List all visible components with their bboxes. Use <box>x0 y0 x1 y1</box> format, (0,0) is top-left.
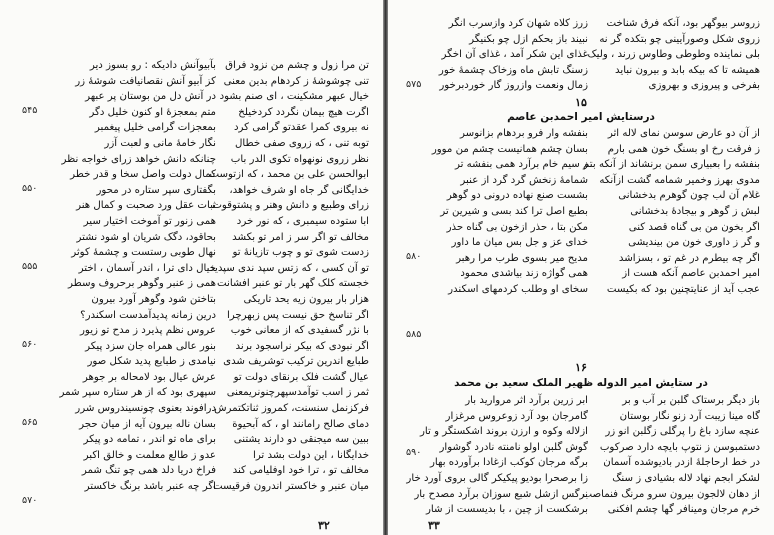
verse-line: فرکزنمل سنسنت، کمروز ثناتکتمرش <box>214 403 369 415</box>
right-page <box>388 0 774 535</box>
verse-line: مدیح میر بسوی طرب مرا رهبر <box>456 252 588 264</box>
verse-line: ببین سه میجنقی دو دارند یشتنی <box>233 434 369 446</box>
verse-line: اگر نبودی که بیکر نراسجود برند <box>235 340 369 352</box>
right-page-number: ۳۳ <box>428 519 440 532</box>
section-heading-15: درستایش امیر احمدبن عاصم <box>507 111 655 123</box>
verse-line: سخای او وطلب کردمهای اسکندر <box>448 283 588 295</box>
verse-line: غلام آن لب چون گوهرم بدخشانی <box>618 190 760 202</box>
right-page-top-column-right <box>587 16 760 94</box>
verse-line: بلی نماینده وطوطی وطاوس زرند ، ولیک <box>587 49 760 61</box>
verse-line: نگار خامهٔ مانی و لعبت آزر <box>104 137 216 149</box>
verse-line: با نژر گسفیدی که از معانی خوب <box>230 325 369 337</box>
left-page <box>0 0 383 535</box>
left-page-poem-column-left <box>58 58 216 495</box>
verse-line: میان عنبر و خاکستر اندرون فرقیست <box>213 481 369 493</box>
verse-line: کمال دولت واصل سخا و قدر خطر <box>70 169 216 181</box>
verse-line: ز فرقت رخ او بسنگ خون همی بارم <box>607 143 760 155</box>
verse-line: برای ماه تو اندر ، تمامه دو پیکر <box>83 434 216 446</box>
verse-line: اگرت هیچ بیمان نگردد کردخیلخ <box>238 106 369 118</box>
verse-line: همیشه تا که بیکه بابد و بیرون نباید <box>615 64 760 76</box>
verse-line: گوش گلبن اولو نامنته نادرد گوشوار <box>439 441 588 453</box>
verse-line: غذای این شکر آمد ، غذای آن اخگر <box>441 49 588 61</box>
verse-line: خرم مرجان ومینافر گها چشم افکنی <box>607 504 760 516</box>
verse-line: خدای عز و جل بس میان ما داور <box>451 237 588 249</box>
verse-line: همی گواژه زند بیاشدی محمود <box>460 268 588 280</box>
verse-line: طبایع اندرین ترکیب توشریف شدی <box>223 356 369 368</box>
verse-line: زسنگ تابش ماه وزخاک چشمهٔ خور <box>438 64 588 76</box>
verse-line: متم بمعجزهٔ او کنون خلیل دگر <box>89 106 216 118</box>
right-page-bottom-column-right <box>582 393 760 518</box>
verse-line: بآبیوآنش دادیکه : رو بسوز دیر <box>89 60 216 71</box>
verse-line: لشکر ابجم نهاد لاله بشیادی ز سنگ <box>612 472 760 484</box>
right-page-middle-column-right <box>583 126 760 298</box>
verse-line: کز آبیو آنش نقصانیافت شوشهٔ زر <box>75 75 216 87</box>
right-page-top-column-left <box>436 16 588 94</box>
line-number: ۵۵۰ <box>22 183 38 194</box>
verse-line: خیال دای ترا ، اندر آسمان ، اختر <box>78 262 216 274</box>
verse-line: ابا ستوده سیمبری ، که نور خرد <box>236 215 369 227</box>
verse-line: عیال گشت فلک برنقای دولت تو <box>233 371 369 383</box>
verse-line: گامرجان بود آرد زوعروس مرغزار <box>445 410 588 422</box>
verse-line: امیر احمدبن عاصم آنکه هست از <box>622 268 760 280</box>
verse-line: مکن بتا ، حذر ازخون بی گناه حذر <box>446 221 588 233</box>
verse-line: از آن دو عارض سوسن نمای لاله اثر <box>607 128 760 139</box>
verse-line: مدوی بهرز وخمیر شمامه گشت ازآنکه <box>599 174 760 186</box>
verse-line: همی ز عنبر وگوهر برحروف وسطر <box>67 278 216 290</box>
verse-line: زا برصحرا بودیو پیکیکر گالی بروی آورد خار <box>406 472 588 484</box>
verse-line: ز سیم خام برآرد همی بنفشه تر <box>454 159 588 171</box>
verse-line: اگر بخون من بی گناه قصد کنی <box>628 221 760 233</box>
verse-line: زروسر بیوگهر بود، آنکه فرق شناخت <box>606 18 760 29</box>
verse-line: خدایگانی گر جاه او شرف خواهد، <box>229 184 369 196</box>
line-number: ۵۶۰ <box>22 339 38 350</box>
line-number: ۵۷۵ <box>406 79 422 90</box>
left-page-number: ۳۲ <box>318 519 330 532</box>
verse-line: گاه مینا زیبت آرد زنو نگار بوستان <box>619 410 760 422</box>
verse-line: توبه تنی ، که زروی صفی خطال <box>234 137 369 149</box>
section-number-16: ۱۶ <box>575 361 587 374</box>
verse-line: اگر چه عنبر باشد برنگ خاکستر <box>84 481 216 493</box>
verse-line: زدست شوی تو و چوب تازیانهٔ تو <box>232 247 369 259</box>
verse-line: بسان چشم همانیست چشم من موور <box>431 143 588 155</box>
verse-line: بحاقود، دگک شریان او شود نشتر <box>76 231 216 243</box>
verse-line: بسان ناله بیرون آیه از میان حجر <box>79 418 216 430</box>
verse-line: زروی شکل وصورآیینی چو بتکده گر نه <box>599 33 760 45</box>
verse-line: برشکست از چین ، با بدیسست از شار <box>426 504 588 516</box>
verse-line: همی زنور تو آموخت اختیار سیر <box>83 215 216 227</box>
verse-line: بمعجزات گرامی خلیل پیغمبر <box>94 122 216 134</box>
verse-line: زرای وطبیع و دانش وهنر و پشتوقوت <box>212 200 369 212</box>
verse-line: دستمبوسن ز نتوپ بایچه دارد صرکوب <box>599 441 760 453</box>
line-number: ۵۵۵ <box>22 261 38 272</box>
verse-line: نبیند باز بحکم ازل چو بکنیگر <box>469 33 588 45</box>
verse-line: فراخ دریا دلد همی چو تنگ شمر <box>81 465 216 477</box>
line-number: ۵۸۰ <box>406 251 422 262</box>
verse-line: سپهری بود که از هر ستاره سپر شمر <box>59 387 216 399</box>
verse-line: برگه مرجان کوکب ازغادا برآورده بهار <box>430 457 588 469</box>
line-number: ۵۹۰ <box>406 447 422 458</box>
verse-line: عدو ز طالع معلمت و خالق اکبر <box>83 449 216 461</box>
verse-line: زمال ونعمت وازروز گار خوردبرخور <box>439 80 588 92</box>
section-number-15: ۱۵ <box>575 96 587 109</box>
line-number: ۵۶۵ <box>22 417 38 428</box>
verse-line: ابوالحسن علی بن محمد ، که ازتوست <box>209 169 369 181</box>
verse-line: و گر ز داوری خون من بیندیشی <box>628 237 760 249</box>
verse-line: تن مرا زول و چشم من نزود فراق <box>225 60 369 71</box>
verse-line: عرش عیال بود لامحاله بر جوهر <box>82 371 216 383</box>
verse-line: بتاختن شود وگوهر آورد بیرون <box>91 293 216 305</box>
verse-line: بگفتاری سپر ستاره در محور <box>96 184 216 196</box>
verse-line: اگر تناسخ حق نیست پس زبهرچرا <box>226 309 369 321</box>
right-page-middle-column-left <box>431 126 588 298</box>
verse-line: ازلاله وکوه و ارزن بروند اشکستگر و تار <box>420 426 588 438</box>
verse-line: درین زمانه پدیدآمدست اسکندر؟ <box>80 309 216 321</box>
verse-line: ثبات عقل ورد صحبت و کمال هنر <box>76 200 216 212</box>
verse-line: عنچه سازد باغ را پرگلی زگلبن انو زر <box>605 426 760 438</box>
verse-line: خیال عبهر مشکینت ، ای صنم بشود <box>219 91 369 103</box>
verse-line: نهال طوبی رستست و چشمهٔ کوثر <box>71 247 216 259</box>
verse-line: لبش ز گوهر و بیجادهٔ بدخشانی <box>630 205 760 217</box>
verse-line: در آنش دل من بوستان پر عبهر <box>85 91 216 103</box>
section-heading-16: در ستایش امیر الدوله ظهیر الملک سعید بن محمد <box>454 377 708 389</box>
verse-line: نظر زروی نونهواه تکوی الدر باب <box>230 153 369 165</box>
verse-line: ابر زرین برآرد اثر مروارید بار <box>465 395 588 406</box>
verse-line: تنی چوشوشهٔ ز کردهام بدین معنی <box>223 75 369 87</box>
verse-line: دمای صالح رامانند او ، که آبحیوة <box>232 418 369 430</box>
verse-line: ثمر ز اسب توآمدسپهرچنونریمعنی <box>226 387 369 399</box>
verse-line: از دهان لالجون بیرون سرو مرنگ فنماصب <box>582 488 760 500</box>
line-number: ۵۸۵ <box>406 329 422 340</box>
verse-line: نیامدی ز طبایع پدید شکل صور <box>87 356 216 368</box>
verse-line: بنفشه وار فرو بردهام بزانوسر <box>460 128 588 139</box>
left-page-poem-column-right <box>209 58 369 495</box>
verse-line: هزار بار بیرون زیه یحد تاریکی <box>243 293 369 305</box>
line-number: ۵۴۵ <box>22 105 38 116</box>
verse-line: خجسته کلک گهر بار تو عنبر افشانت <box>217 278 369 290</box>
verse-line: زرز کلاه شهان کرد وازسرب انگر <box>448 18 588 29</box>
verse-line: بنور عالی همراه جان سزد پیکر <box>85 340 216 352</box>
verse-line: چنانکه دانش خواهد زرای خواجه نظر <box>61 153 216 165</box>
verse-line: بنفشه را بعبیاری سمن برنشاند از آنکه بتم <box>583 159 760 171</box>
verse-line: شمامهٔ زنخش گرد گرد از عنبر <box>460 174 588 186</box>
verse-line: در خط ارحاجلهٔ ازدر بادیوشده آسمان <box>603 457 760 469</box>
verse-line: مخالف تو ، ترا خود اوفلیامی کند <box>232 465 369 477</box>
verse-line: بشست صنع نهاده درونی دو گوهر <box>446 190 588 202</box>
verse-line: عروس نظم پذیرد ز مدح تو زیور <box>80 325 216 337</box>
verse-line: درافوند بعنوی چونسیندروس شرر <box>75 403 216 415</box>
verse-line: خدایگانا ، این دولت بشد ترا <box>252 449 369 461</box>
verse-line: مخالف تو اگر سر ز امر تو بکشد <box>232 231 369 243</box>
line-number: ۵۷۰ <box>22 495 38 506</box>
verse-line: اگر چه بیطرم در غم تو ، بسزاشد <box>618 252 760 264</box>
verse-line: بطبع اصل ترا کند بسی و شیرین تر <box>440 205 588 217</box>
verse-line: تو آن کسی ، که زتس سپد ندی سپدید <box>209 262 369 274</box>
verse-line: عجب آید از عنایتچنین بود که بکیست <box>606 283 760 295</box>
verse-line: باز دیگر برستاک گلبن بر آب و بر <box>622 395 760 406</box>
verse-line: بفرخی و پیروزی و بهروزی <box>648 80 760 92</box>
verse-line: نرگس ازشل شبع سوزان برآرد مصدح بار <box>414 488 588 500</box>
verse-line: نه بیروی کمرا عقدتو گرامی کرد <box>233 122 369 134</box>
